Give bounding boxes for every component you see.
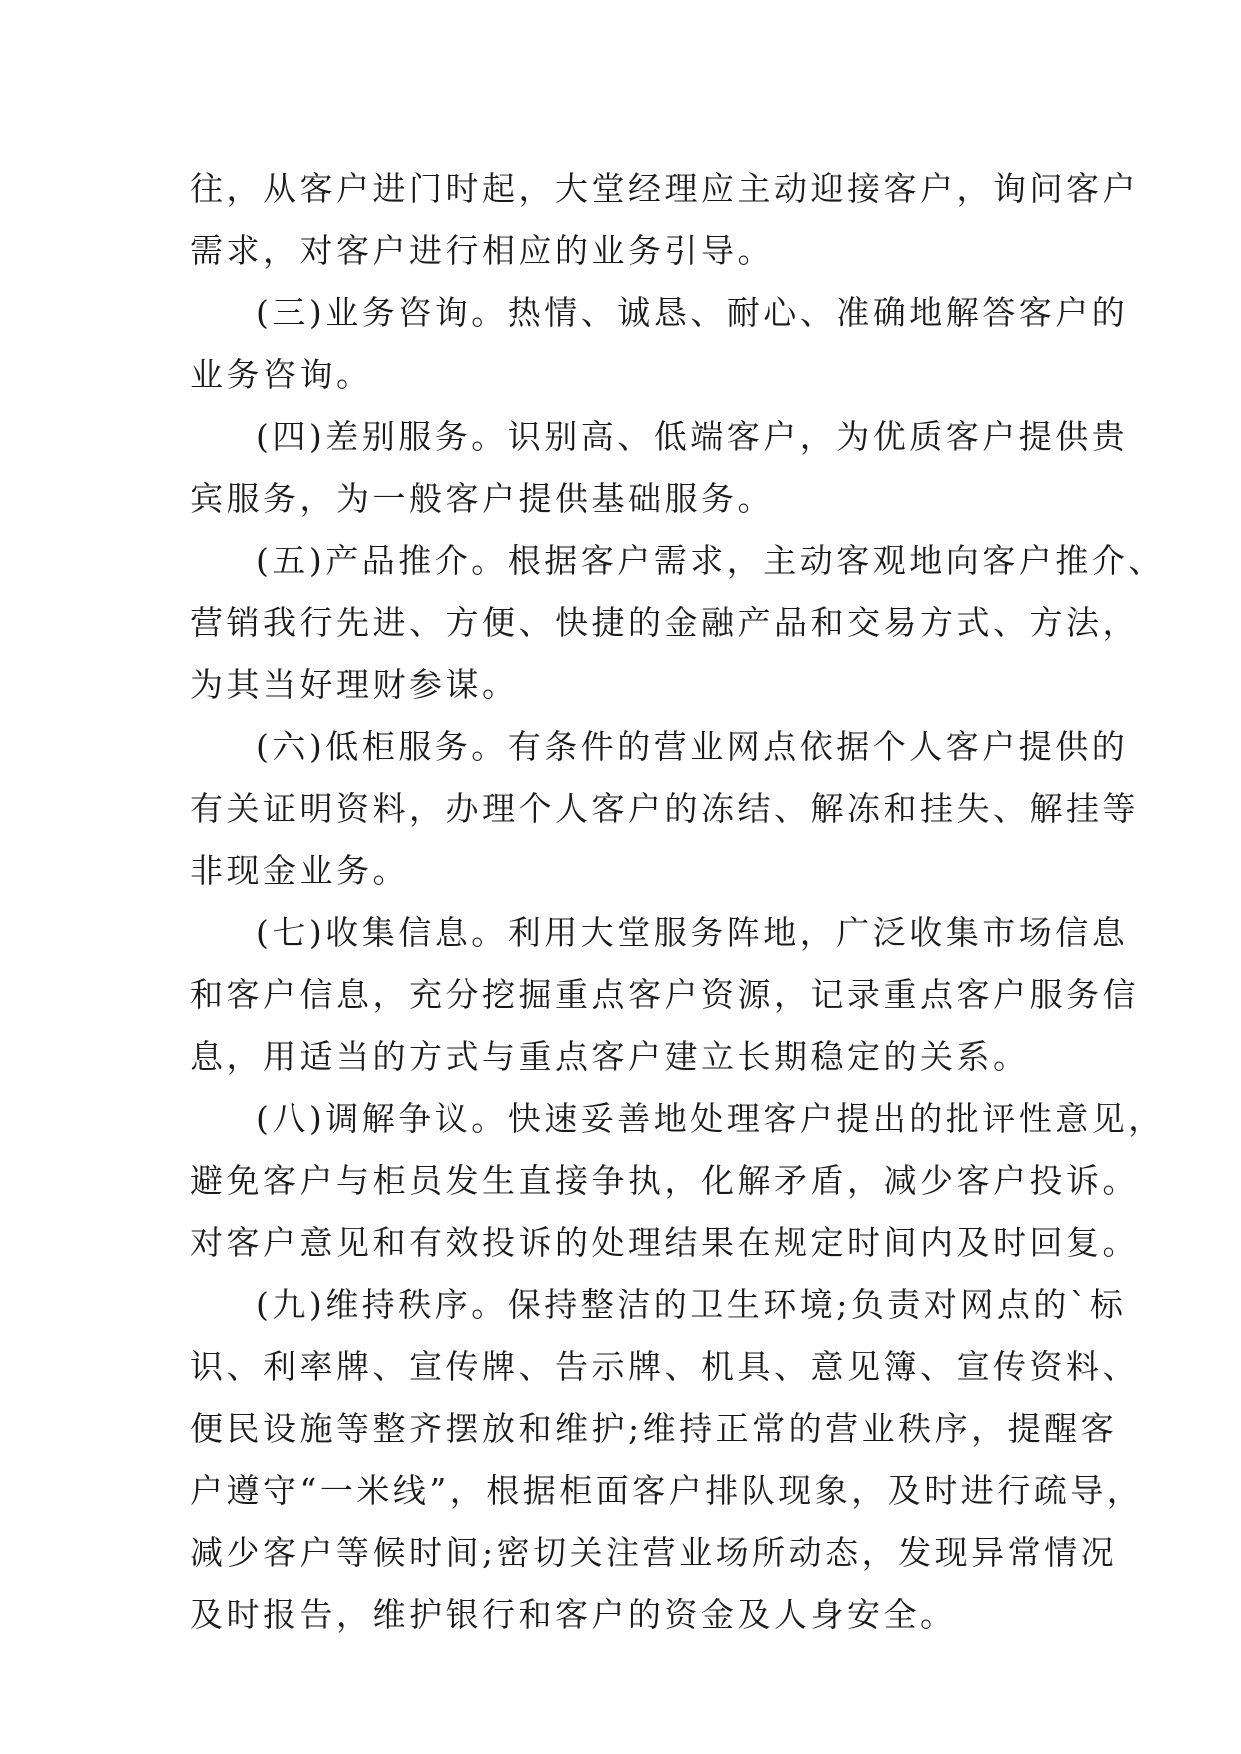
document-body [190,158,1165,1646]
text-line: 便民设施等整齐摆放和维护;维持正常的营业秩序，提醒客 [190,1409,1118,1448]
text-line: 营销我行先进、方便、快捷的金融产品和交易方式、方法， [190,603,1139,642]
text-line: 往，从客户进门时起，大堂经理应主动迎接客户，询问客户 [190,169,1139,208]
text-line: 识、利率牌、宣传牌、告示牌、机具、意见簿、宣传资料、 [190,1347,1139,1386]
text-line: 需求，对客户进行相应的业务引导。 [190,231,774,270]
text-line: 及时报告，维护银行和客户的资金及人身安全。 [190,1595,957,1634]
text-line: 和客户信息，充分挖掘重点客户资源，记录重点客户服务信 [190,975,1139,1014]
text-line: 有关证明资料，办理个人客户的冻结、解冻和挂失、解挂等 [190,789,1139,828]
section-heading-line: (八)调解争议。快速妥善地处理客户提出的批评性意见， [256,1099,1165,1138]
section-heading-line: (四)差别服务。识别高、低端客户，为优质客户提供贵 [256,417,1129,456]
section-heading-line: (七)收集信息。利用大堂服务阵地，广泛收集市场信息 [256,913,1129,952]
section-heading-line: (六)低柜服务。有条件的营业网点依据个人客户提供的 [256,727,1129,766]
text-line: 为其当好理财参谋。 [190,665,519,704]
text-line: 对客户意见和有效投诉的处理结果在规定时间内及时回复。 [190,1223,1139,1262]
text-line: 户遵守“一米线”，根据柜面客户排队现象，及时进行疏导， [190,1471,1144,1510]
text-line: 非现金业务。 [190,851,409,890]
text-line: 避免客户与柜员发生直接争执，化解矛盾，减少客户投诉。 [190,1161,1139,1200]
text-line: 宾服务，为一般客户提供基础服务。 [190,479,774,518]
text-line: 息，用适当的方式与重点客户建立长期稳定的关系。 [190,1037,1030,1076]
text-line: 业务咨询。 [190,355,373,394]
text-line: 减少客户等候时间;密切关注营业场所动态，发现异常情况 [190,1533,1118,1572]
section-heading-line: (九)维持秩序。保持整洁的卫生环境;负责对网点的`标 [256,1285,1127,1324]
section-heading-line: (五)产品推介。根据客户需求，主动客观地向客户推介、 [256,541,1165,580]
section-heading-line: (三)业务咨询。热情、诚恳、耐心、准确地解答客户的 [256,293,1129,332]
